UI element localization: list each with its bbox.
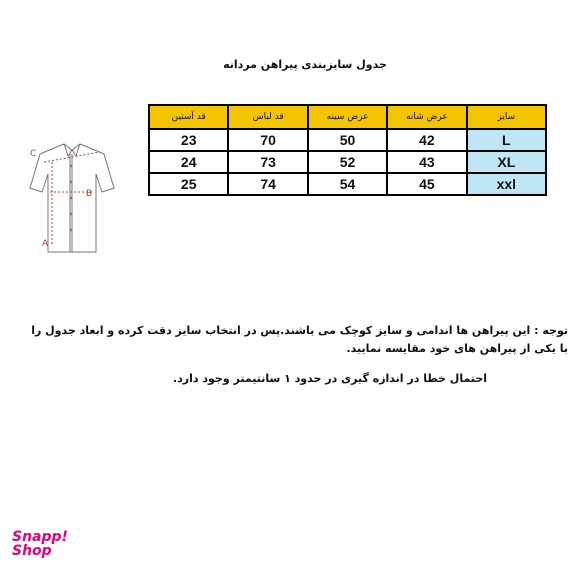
header-length: قد لباس: [228, 105, 307, 129]
table-row: [149, 129, 546, 151]
table-row: [149, 173, 546, 195]
label-a: A: [42, 239, 49, 249]
header-shoulder-width: عرض شانه: [387, 105, 466, 129]
header-size: سایز: [467, 105, 546, 129]
table-cell: 45: [387, 173, 466, 195]
table-cell: 43: [387, 151, 466, 173]
table-cell: 73: [228, 151, 307, 173]
table-cell: 74: [228, 173, 307, 195]
size-cell: XL: [467, 151, 546, 173]
snapp-shop-logo: [12, 530, 82, 558]
table-row: [149, 151, 546, 173]
table-cell: 50: [308, 129, 387, 151]
shirt-diagram: [24, 140, 120, 260]
table-cell: 23: [149, 129, 228, 151]
table-cell: 24: [149, 151, 228, 173]
logo-line-2: Shop: [12, 543, 52, 559]
size-table: [148, 104, 547, 196]
table-cell: 52: [308, 151, 387, 173]
measurement-error-note: احتمال خطا در اندازه گیری در حدود ۱ سانتیمتر وجود دارد.: [172, 372, 488, 385]
table-cell: 42: [387, 129, 466, 151]
header-sleeve-length: قد آستین: [149, 105, 228, 129]
note-text: توجه : این پیراهن ها اندامی و سایز کوچک می باشند.پس در انتخاب سایز دقت کرده و ابعاد جدول را با یکی از پیراهن های خود مقایسه نمایید.: [31, 324, 568, 355]
table-cell: 70: [228, 129, 307, 151]
page-title: جدول سایزبندی پیراهن مردانه: [223, 58, 387, 71]
header-chest-width: عرض سینه: [308, 105, 387, 129]
table-cell: 54: [308, 173, 387, 195]
size-cell: L: [467, 129, 546, 151]
label-c: C: [30, 149, 37, 159]
table-header-row: [149, 105, 546, 129]
table-cell: 25: [149, 173, 228, 195]
label-b: B: [86, 189, 93, 199]
size-cell: xxl: [467, 173, 546, 195]
logo-line-1: Snapp!: [12, 529, 68, 545]
